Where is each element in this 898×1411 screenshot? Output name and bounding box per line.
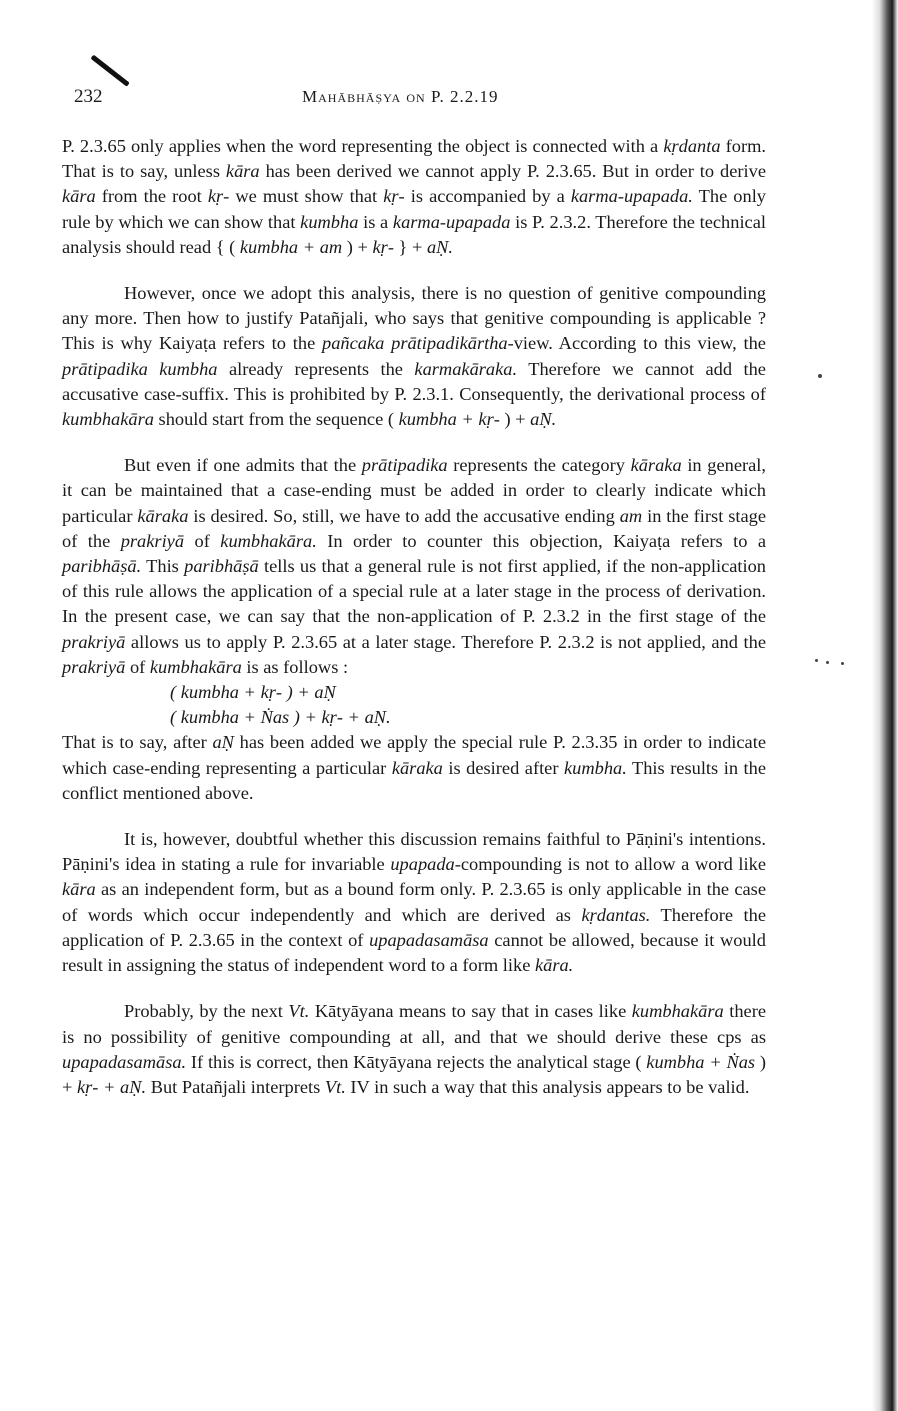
scan-speck xyxy=(815,659,818,662)
text-run: ) + xyxy=(289,707,322,728)
formula-line xyxy=(170,680,766,705)
italic-term: kumbhakāra xyxy=(149,656,242,677)
text-run: ( xyxy=(170,682,181,703)
pen-mark xyxy=(90,55,129,87)
paragraph xyxy=(62,453,766,680)
italic-term: karmakāraka. xyxy=(414,358,518,379)
page-header xyxy=(62,86,766,116)
text-run: should start from the sequence ( xyxy=(153,409,399,430)
italic-term: kṛ- + aṆ. xyxy=(321,707,391,728)
italic-term: paribhāṣā xyxy=(184,556,259,577)
formula-line xyxy=(170,705,766,730)
page-number: 232 xyxy=(74,86,103,107)
italic-term: kumbha. xyxy=(563,757,627,778)
paragraph xyxy=(62,999,766,1100)
paragraph xyxy=(62,281,766,432)
text-run: has been added we apply the special rule P. 2.3.35 in order to indicate which case-ending representing a particular xyxy=(62,732,766,778)
running-head-ref: P. 2.2.19 xyxy=(430,87,499,106)
italic-term: prātipadika xyxy=(361,455,448,476)
text-run: has been derived we cannot apply P. 2.3.65. But in order to derive xyxy=(259,161,766,182)
scan-speck xyxy=(826,661,829,664)
text-run: Kātyāyana means to say that in cases like xyxy=(309,1001,632,1022)
italic-term: kumbha + Ṅas xyxy=(646,1051,756,1072)
text-run: It is, however, doubtful whether this discussion remains faithful to Pāṇini's intentions. Pāṇini's idea in stating a rule for invariable xyxy=(62,829,766,875)
text-run: is a xyxy=(358,211,393,232)
text-run: -compounding is not to allow a word like xyxy=(454,854,766,875)
italic-term: kṛ- xyxy=(383,186,405,207)
text-run: there is no possibility of genitive compounding at all, and that we should derive these cps as xyxy=(62,1001,766,1047)
italic-term: upapada xyxy=(390,854,455,875)
italic-term: kumbhakāra xyxy=(631,1001,724,1022)
text-run: is P. 2.3.2. Therefore the technical analysis should read { ( xyxy=(62,211,766,257)
paragraph xyxy=(62,827,766,978)
text-run: This xyxy=(141,556,185,577)
text-run: tells us that a general rule is not first applied, if the non-application of this rule allows the application of a special rule at a later stage in the process of derivation. In the present case, we can say that the non-application of P. 2.3.2 in the first stage of the xyxy=(62,556,767,627)
italic-term: kṛdanta xyxy=(663,136,721,156)
italic-term: upapadasamāsa. xyxy=(62,1051,187,1072)
text-run: in general, it can be maintained that a case-ending must be added in order to clearly indicate which particular xyxy=(62,455,766,526)
italic-term: kāraka xyxy=(630,455,682,476)
italic-term: upapadasamāsa xyxy=(369,929,489,950)
text-run: This results in the conflict mentioned above. xyxy=(62,757,766,803)
italic-term: kāraka xyxy=(137,505,189,526)
text-run: But even if one admits that the xyxy=(124,455,362,476)
italic-term: kāra xyxy=(62,879,96,900)
italic-term: aṆ. xyxy=(530,409,557,430)
italic-term: prakriyā xyxy=(62,656,126,677)
text-run: of xyxy=(125,656,150,677)
text-run: is as follows : xyxy=(241,656,349,677)
italic-term: kṛdantas. xyxy=(581,904,651,925)
text-run: If this is correct, then Kātyāyana rejects the analytical stage ( xyxy=(186,1051,647,1072)
text-run: as an independent form, but as a bound form only. P. 2.3.65 is only applicable in the case of words which occur independently and which are derived as xyxy=(62,879,766,925)
italic-term: prātipadika kumbha xyxy=(62,358,218,379)
italic-term: Vt. xyxy=(288,1001,310,1022)
italic-term: kṛ- xyxy=(207,186,230,207)
text-run: in the first stage of the xyxy=(62,505,766,551)
italic-term: paribhāṣā. xyxy=(62,556,142,577)
text-run: ) + xyxy=(62,1051,766,1097)
italic-term: kṛ- xyxy=(372,236,394,257)
italic-term: Vt. xyxy=(324,1076,346,1097)
text-run: } + xyxy=(393,236,427,257)
text-run: In order to counter this objection, Kaiyaṭa refers to a xyxy=(316,530,767,551)
italic-term: karma-upapada. xyxy=(570,186,693,207)
text-run: represents the category xyxy=(447,455,631,476)
text-run: -view. According to this view, the xyxy=(507,333,766,354)
italic-term: kāraka xyxy=(391,757,443,778)
italic-term: kumbha + am xyxy=(239,236,343,257)
text-run: form. That is to say, unless xyxy=(62,136,766,182)
italic-term: kāra. xyxy=(534,955,574,976)
italic-term: aṆ. xyxy=(426,236,454,257)
text-run: IV in such a way that this analysis appears to be valid. xyxy=(345,1076,750,1097)
paragraph xyxy=(62,730,766,806)
italic-term: prakriyā xyxy=(62,631,126,652)
running-head xyxy=(302,87,499,107)
italic-term: aṆ xyxy=(314,682,336,703)
text-run: Therefore we cannot add the accusative case-suffix. This is prohibited by P. 2.3.1. Consequently, the derivational process of xyxy=(62,358,766,404)
text-run: allows us to apply P. 2.3.65 at a later stage. Therefore P. 2.3.2 is not applied, and the xyxy=(125,631,766,652)
italic-term: kāra xyxy=(62,186,96,207)
text-run: ( xyxy=(170,707,181,728)
italic-term: aṆ xyxy=(212,732,234,753)
text-run: Probably, by the next xyxy=(124,1001,289,1022)
text-run: is accompanied by a xyxy=(404,186,571,207)
italic-term: kumbha xyxy=(300,211,359,232)
scan-speck xyxy=(841,662,844,665)
italic-term: kumbha + kṛ- xyxy=(398,409,500,430)
text-run: ) + xyxy=(342,236,373,257)
text-run: of xyxy=(184,530,221,551)
text-run: Therefore the application of P. 2.3.65 in the context of xyxy=(62,904,766,950)
text-run: But Patañjali interprets xyxy=(146,1076,325,1097)
text-run: P. 2.3.65 only applies when the word representing the object is connected with a xyxy=(62,136,664,156)
running-head-on: on xyxy=(406,87,426,106)
text-run: The only rule by which we can show that xyxy=(62,186,767,232)
text-run: from the root xyxy=(95,186,208,207)
scan-speck xyxy=(818,374,822,378)
text-run: is desired. So, still, we have to add the accusative ending xyxy=(188,505,620,526)
text-run: ) + xyxy=(282,682,315,703)
body-text xyxy=(62,134,766,1121)
running-head-title: Mahābhāṣya xyxy=(302,87,402,106)
italic-term: kumbhakāra. xyxy=(220,530,317,551)
text-run: is desired after xyxy=(442,757,564,778)
text-run: already represents the xyxy=(217,358,415,379)
italic-term: kṛ- + aṆ. xyxy=(76,1076,147,1097)
italic-term: kāra xyxy=(225,161,260,182)
text-run: we must show that xyxy=(229,186,384,207)
paragraph xyxy=(62,134,766,260)
italic-term: pañcaka prātipadikārtha xyxy=(322,333,508,354)
italic-term: kumbhakāra xyxy=(62,409,154,430)
italic-term: kumbha + kṛ- xyxy=(180,682,283,703)
text-run: However, once we adopt this analysis, there is no question of genitive compounding any more. Then how to justify Patañjali, who says that genitive compounding is applicable ? This is why Kaiyaṭa refers to the xyxy=(62,283,766,354)
italic-term: am xyxy=(619,505,643,526)
text-run: ) + xyxy=(499,409,531,430)
italic-term: karma-upapada xyxy=(392,211,511,232)
italic-term: kumbha + Ṅas xyxy=(180,707,290,728)
scan-binding-edge xyxy=(872,0,898,1411)
text-run: cannot be allowed, because it would result in assigning the status of independent word to a form like xyxy=(62,929,766,976)
italic-term: prakriyā xyxy=(120,530,185,551)
text-run: That is to say, after xyxy=(62,732,213,753)
